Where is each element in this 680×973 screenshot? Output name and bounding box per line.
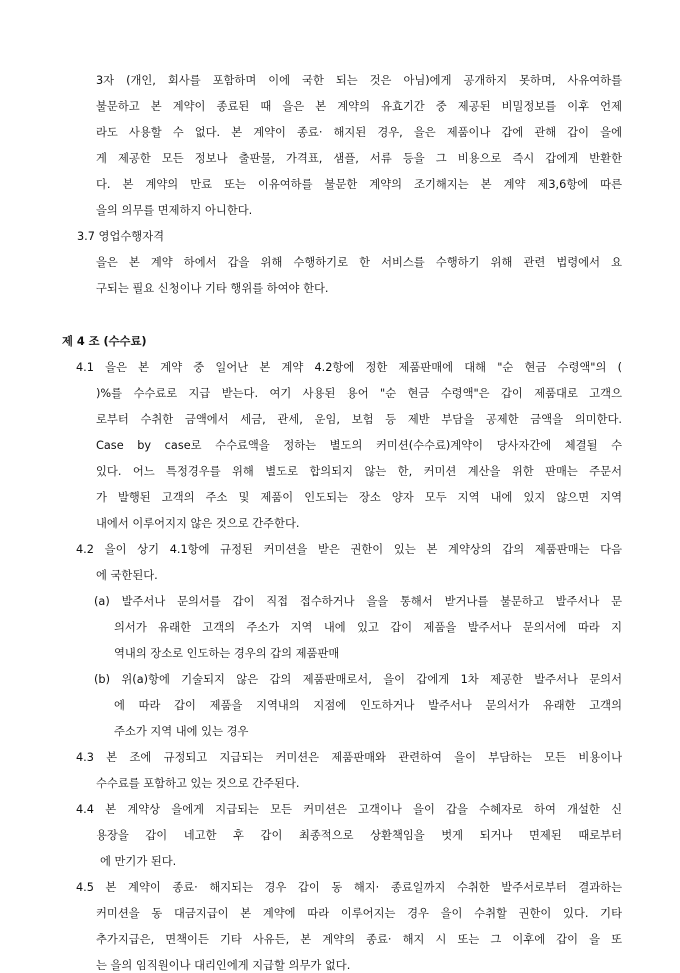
paragraph-line: 을의 의무를 면제하지 아니한다. <box>96 204 253 217</box>
paragraph-line: 가 발행된 고객의 주소 및 제품이 인도되는 장소 양자 모두 지역 내에 있지 않으면 지역 <box>96 491 622 504</box>
list-item-line: 역내의 장소로 인도하는 경우의 갑의 제품판매 <box>114 647 340 660</box>
list-item-line: (b) 위(a)항에 기술되지 않은 갑의 제품판매로서, 을이 갑에게 1차 제공한 발주서나 문의서 <box>94 673 622 686</box>
article-heading: 제 4 조 (수수료) <box>62 335 147 348</box>
paragraph-line: 는 을의 임직원이나 대리인에게 지급할 의무가 없다. <box>96 959 351 972</box>
paragraph-line: 용장을 갑이 네고한 후 갑이 최종적으로 상환책임을 벗게 되거나 면제된 때로부터 <box>96 829 622 842</box>
paragraph-line: 다. 본 계약의 만료 또는 이유여하를 불문한 계약의 조기해지는 본 계약 제3,6항에 따른 <box>96 178 622 191</box>
paragraph-line: 있다. 어느 특정경우를 위해 별도로 합의되지 않는 한, 커미션 계산을 위한 판매는 주문서 <box>96 465 622 478</box>
list-item-line: 에 따라 갑이 제품을 지역내의 지점에 인도하거나 발주서나 문의서가 유래한 고객의 <box>114 699 622 712</box>
paragraph-line: 4.5 본 계약이 종료· 해지되는 경우 갑이 동 해지· 종료일까지 수취한 발주서로부터 결과하는 <box>76 881 622 894</box>
paragraph-line: 4.4 본 계약상 을에게 지급되는 모든 커미션은 고객이나 을이 갑을 수혜자로 하여 개설한 신 <box>76 803 622 816</box>
paragraph-line: 라도 사용할 수 없다. 본 계약이 종료· 해지된 경우, 을은 제품이나 갑에 관해 갑이 을에 <box>96 126 622 139</box>
paragraph-line: 불문하고 본 계약이 종료된 때 을은 본 계약의 유효기간 중 제공된 비밀정보를 이후 언제 <box>96 100 622 113</box>
list-item-line: (a) 발주서나 문의서를 갑이 직접 접수하거나 을을 통해서 받거나를 불문하고 발주서나 문 <box>94 595 622 608</box>
list-item-line: 주소가 지역 내에 있는 경우 <box>114 725 249 738</box>
paragraph-line: 4.1 을은 본 계약 중 일어난 본 계약 4.2항에 정한 제품판매에 대해 "순 현금 수령액"의 ( <box>76 361 622 374</box>
paragraph-line: 3자 (개인, 회사를 포함하며 이에 국한 되는 것은 아님)에게 공개하지 못하며, 사유여하를 <box>96 74 622 87</box>
section-heading: 3.7 영업수행자격 <box>77 230 165 243</box>
paragraph-line: 을은 본 계약 하에서 갑을 위해 수행하기로 한 서비스를 수행하기 위해 관련 법령에서 요 <box>96 256 622 269</box>
paragraph-line: 게 제공한 모든 정보나 출판물, 가격표, 샘플, 서류 등을 그 비용으로 즉시 갑에게 반환한 <box>96 152 622 165</box>
paragraph-line: )%를 수수료로 지급 받는다. 여기 사용된 용어 "순 현금 수령액"은 갑이 제품대로 고객으 <box>96 387 622 400</box>
list-item-line: 의서가 유래한 고객의 주소가 지역 내에 있고 갑이 제품을 발주서나 문의서에 따라 지 <box>114 621 622 634</box>
paragraph-line: 에 만기가 된다. <box>100 855 177 868</box>
paragraph-line: Case by case로 수수료액을 정하는 별도의 커미션(수수료)계약이 당사자간에 체결될 수 <box>96 439 622 452</box>
paragraph-line: 4.3 본 조에 규정되고 지급되는 커미션은 제품판매와 관련하여 을이 부담하는 모든 비용이나 <box>76 751 622 764</box>
paragraph-line: 추가지급은, 면책이든 기타 사유든, 본 계약의 종료· 해지 시 또는 그 이후에 갑이 을 또 <box>96 933 622 946</box>
paragraph-line: 수수료를 포함하고 있는 것으로 간주된다. <box>96 777 300 790</box>
paragraph-line: 4.2 을이 상기 4.1항에 규정된 커미션을 받은 권한이 있는 본 계약상의 갑의 제품판매는 다음 <box>76 543 622 556</box>
paragraph-line: 에 국한된다. <box>96 569 158 582</box>
paragraph-line: 내에서 이루어지지 않은 것으로 간주한다. <box>96 517 300 530</box>
paragraph-line: 커미션을 동 대금지급이 본 계약에 따라 이루어지는 경우 을이 수취할 권한이 있다. 기타 <box>96 907 622 920</box>
paragraph-line: 로부터 수취한 금액에서 세금, 관세, 운임, 보험 등 제반 부담을 공제한 금액을 의미한다. <box>96 413 622 426</box>
paragraph-line: 구되는 필요 신청이나 기타 행위를 하여야 한다. <box>96 282 329 295</box>
